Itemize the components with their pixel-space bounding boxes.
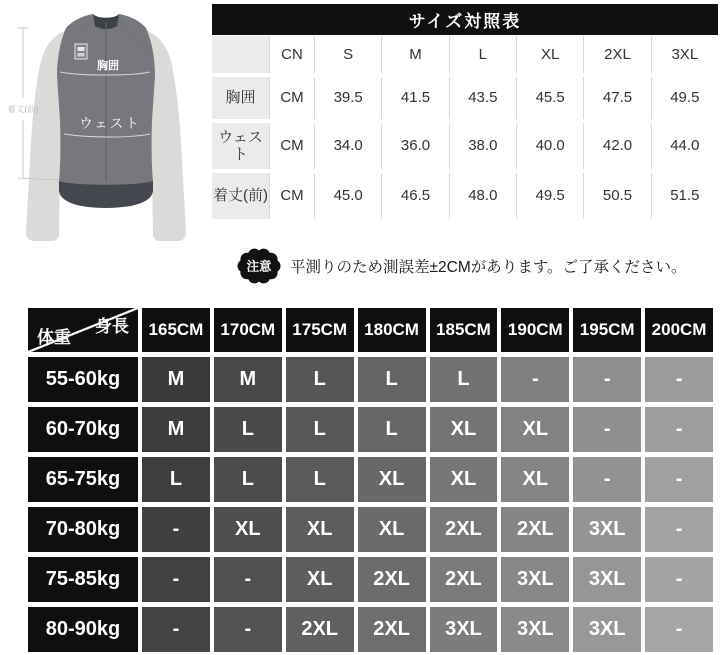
measurement-note — [237, 245, 687, 287]
fit-table-row-label: 75-85kg — [28, 557, 138, 602]
fit-table-cell: M — [142, 407, 210, 452]
fit-table-cell: - — [645, 457, 713, 502]
size-table-value: 48.0 — [449, 173, 516, 219]
fit-table-cell: 3XL — [501, 607, 569, 652]
size-table-col-header: L — [449, 36, 516, 73]
size-table-unit: CM — [269, 173, 314, 219]
fit-table-corner — [28, 308, 138, 352]
jersey-photo — [0, 0, 212, 245]
size-table-value: 44.0 — [651, 123, 718, 169]
fit-table-cell: 3XL — [501, 557, 569, 602]
fit-table-cell: - — [142, 557, 210, 602]
fit-table-cell: M — [142, 357, 210, 402]
size-table-value: 49.5 — [516, 173, 583, 219]
logo-patch — [75, 44, 87, 59]
fit-table-cell: 2XL — [430, 557, 498, 602]
size-table-row-label: 着丈(前) — [212, 173, 269, 219]
size-table-value: 45.0 — [314, 173, 381, 219]
fit-table-cell: L — [358, 407, 426, 452]
fit-table-cell: - — [501, 357, 569, 402]
size-table — [212, 4, 718, 219]
size-table-unit: CM — [269, 123, 314, 169]
fit-table-cell: L — [286, 407, 354, 452]
fit-table-cell: XL — [430, 457, 498, 502]
fit-table-cell: L — [214, 457, 282, 502]
chest-label: 胸囲 — [97, 60, 119, 72]
fit-table-cell: XL — [501, 407, 569, 452]
fit-table-cell: 3XL — [430, 607, 498, 652]
logo-patch-mark2 — [78, 53, 85, 57]
fit-table-cell: 3XL — [573, 507, 641, 552]
fit-table-row-label: 70-80kg — [28, 507, 138, 552]
fit-table-cell: - — [573, 357, 641, 402]
size-table-value: 40.0 — [516, 123, 583, 169]
fit-table-row-label: 65-75kg — [28, 457, 138, 502]
size-table-row-label: ウェスト — [212, 123, 269, 169]
fit-table-cell: XL — [286, 557, 354, 602]
size-table-col-header: M — [381, 36, 448, 73]
fit-table-cell: L — [286, 357, 354, 402]
fit-table-cell: XL — [358, 507, 426, 552]
fit-table-col-header: 165CM — [142, 308, 210, 352]
fit-table-cell: L — [286, 457, 354, 502]
fit-table-row-label: 55-60kg — [28, 357, 138, 402]
length-label: 着丈(前) — [7, 104, 39, 114]
fit-table-cell: - — [645, 557, 713, 602]
fit-table-cell: - — [142, 607, 210, 652]
fit-table-cell: L — [142, 457, 210, 502]
size-table-corner — [212, 36, 269, 73]
fit-table-cell: - — [645, 407, 713, 452]
size-table-col-header: 3XL — [651, 36, 718, 73]
fit-table-cell: L — [214, 407, 282, 452]
corner-height-label: 身長 — [95, 317, 129, 336]
jersey-illustration — [0, 0, 212, 245]
corner-weight-label: 体重 — [37, 328, 71, 347]
fit-table-cell: - — [645, 507, 713, 552]
fit-table-row-label: 80-90kg — [28, 607, 138, 652]
fit-table-col-header: 185CM — [430, 308, 498, 352]
size-table-value: 34.0 — [314, 123, 381, 169]
fit-table-col-header: 180CM — [358, 308, 426, 352]
fit-table-cell: XL — [501, 457, 569, 502]
fit-table-cell: - — [573, 407, 641, 452]
fit-table-col-header: 175CM — [286, 308, 354, 352]
fit-table-cell: L — [430, 357, 498, 402]
fit-table-cell: 3XL — [573, 557, 641, 602]
fit-table-col-header: 200CM — [645, 308, 713, 352]
note-text: 平測りのため測誤差±2CMがあります。ご了承ください。 — [290, 259, 687, 276]
size-table-value: 38.0 — [449, 123, 516, 169]
fit-table-cell: - — [645, 357, 713, 402]
fit-table-col-header: 195CM — [573, 308, 641, 352]
size-table-value: 49.5 — [651, 77, 718, 119]
fit-table-cell: 3XL — [573, 607, 641, 652]
size-table-col-header: 2XL — [583, 36, 650, 73]
fit-table — [28, 308, 713, 652]
fit-table-cell: XL — [214, 507, 282, 552]
size-table-col-header: XL — [516, 36, 583, 73]
size-table-row-label: 胸囲 — [212, 77, 269, 119]
fit-table-cell: - — [573, 457, 641, 502]
caution-badge — [237, 247, 281, 285]
fit-table-cell: - — [645, 607, 713, 652]
size-table-grid — [212, 36, 718, 219]
size-table-value: 36.0 — [381, 123, 448, 169]
fit-table-cell: L — [358, 357, 426, 402]
fit-table-cell: XL — [286, 507, 354, 552]
fit-table-col-header: 170CM — [214, 308, 282, 352]
fit-table-cell: XL — [430, 407, 498, 452]
logo-patch-mark — [78, 47, 85, 51]
size-table-value: 39.5 — [314, 77, 381, 119]
fit-table-col-header: 190CM — [501, 308, 569, 352]
fit-table-grid — [28, 308, 713, 652]
fit-table-cell: - — [142, 507, 210, 552]
fit-table-cell: M — [214, 357, 282, 402]
caution-badge-label: 注意 — [246, 259, 272, 274]
fit-table-cell: - — [214, 557, 282, 602]
size-table-title: サイズ対照表 — [212, 4, 718, 35]
size-table-value: 41.5 — [381, 77, 448, 119]
size-table-value: 43.5 — [449, 77, 516, 119]
fit-table-cell: 2XL — [501, 507, 569, 552]
size-table-value: 47.5 — [583, 77, 650, 119]
jersey-hem — [59, 181, 153, 208]
size-table-unit: CM — [269, 77, 314, 119]
size-table-value: 42.0 — [583, 123, 650, 169]
size-table-value: 46.5 — [381, 173, 448, 219]
size-table-value: 51.5 — [651, 173, 718, 219]
fit-table-cell: 2XL — [358, 607, 426, 652]
size-table-col-header: S — [314, 36, 381, 73]
fit-table-cell: 2XL — [286, 607, 354, 652]
fit-table-row-label: 60-70kg — [28, 407, 138, 452]
size-table-value: 45.5 — [516, 77, 583, 119]
fit-table-cell: 2XL — [430, 507, 498, 552]
fit-table-cell: - — [214, 607, 282, 652]
size-table-value: 50.5 — [583, 173, 650, 219]
fit-table-cell: 2XL — [358, 557, 426, 602]
fit-table-cell: XL — [358, 457, 426, 502]
waist-label: ウェスト — [79, 116, 141, 131]
size-table-col-header: CN — [269, 36, 314, 73]
